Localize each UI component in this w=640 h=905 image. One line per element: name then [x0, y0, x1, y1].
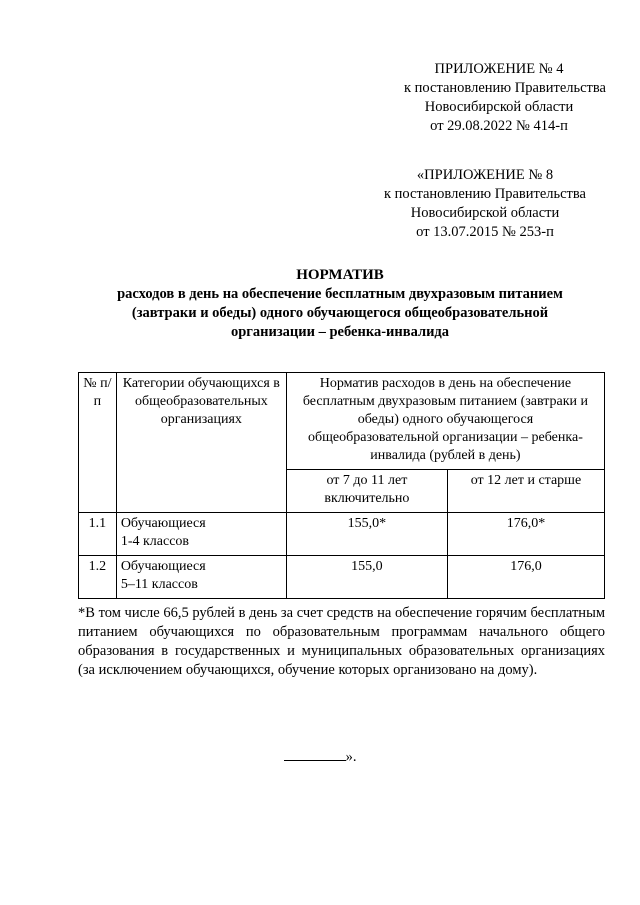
row-category-line: Обучающиеся — [120, 516, 206, 531]
title-line: расходов в день на обеспечение бесплатным двухразовым питанием — [117, 286, 563, 302]
subheader-age-1: от 7 до 11 лет включительно — [286, 470, 447, 513]
row-category-line: Обучающиеся — [120, 559, 206, 574]
appendix-line: к постановлению Правительства — [384, 186, 586, 202]
row-value-age-2: 176,0* — [447, 513, 604, 556]
appendix-date: от 13.07.2015 № 253-п — [416, 224, 554, 240]
appendix-line: Новосибирской области — [424, 99, 574, 115]
appendix-date: от 29.08.2022 № 414-п — [430, 118, 568, 134]
table-row — [79, 556, 605, 599]
header-category: Категории обучающихся в общеобразовательных организациях — [116, 373, 286, 513]
title-main: НОРМАТИВ — [296, 267, 384, 283]
appendix-title: ПРИЛОЖЕНИЕ № 4 — [434, 61, 564, 77]
document-title — [74, 266, 606, 342]
row-num: 1.1 — [79, 513, 117, 556]
closing-line — [0, 746, 640, 767]
row-category-line: 1-4 классов — [120, 534, 190, 549]
row-category — [116, 513, 286, 556]
subheader-age-2: от 12 лет и старше — [447, 470, 604, 513]
row-category-line: 5–11 классов — [120, 577, 198, 592]
header-norm: Норматив расходов в день на обеспечение бесплатным двухразовым питанием (завтраки и обеды) одного обучающегося общеобразовательной организации – ребенка-инвалида (рублей в день) — [286, 373, 604, 470]
row-value-age-1: 155,0 — [286, 556, 447, 599]
appendix-title: «ПРИЛОЖЕНИЕ № 8 — [416, 167, 554, 183]
footnote: *В том числе 66,5 рублей в день за счет средств на обеспечение горячим бесплатным питанием обучающихся по образовательным программам начального общего образования в государственных и муниципальных образовательных организациях (за исключением обучающихся, обучение которых организовано на дому). — [78, 605, 605, 678]
row-num: 1.2 — [79, 556, 117, 599]
table-header-row — [79, 373, 605, 470]
title-line: (завтраки и обеды) одного обучающегося общеобразовательной — [131, 305, 549, 321]
norm-table — [78, 372, 605, 599]
table-row — [79, 513, 605, 556]
title-line: организации – ребенка-инвалида — [230, 324, 450, 340]
header-num: № п/п — [79, 373, 117, 513]
row-value-age-2: 176,0 — [447, 556, 604, 599]
underline-blank — [284, 746, 346, 761]
appendix-header-amended — [376, 166, 594, 242]
appendix-header-current — [404, 60, 606, 136]
row-value-age-1: 155,0* — [286, 513, 447, 556]
closing-mark: ». — [345, 749, 357, 765]
appendix-line: к постановлению Правительства — [404, 80, 606, 96]
appendix-line: Новосибирской области — [410, 205, 560, 221]
row-category — [116, 556, 286, 599]
